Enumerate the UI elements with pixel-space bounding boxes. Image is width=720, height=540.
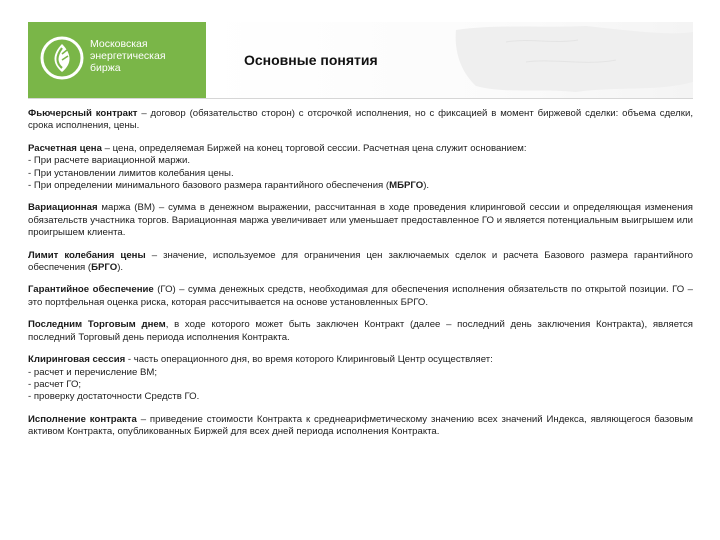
term-guarantee: Гарантийное обеспечение [28,284,154,296]
clearing-item-1: - расчет и перечисление ВМ; [28,366,158,378]
term-futures: Фьючерсный контракт [28,108,138,119]
settlement-item-3-tail: ). [423,180,430,192]
term-limit: Лимит колебания цены [28,249,146,261]
definition-settlement [28,143,693,193]
leaf-drop-logo-icon [40,36,84,80]
definition-clearing [28,354,693,404]
term-clearing: Клиринговая сессия [28,354,126,366]
settlement-item-3 [28,180,693,192]
logo-line-1: Московская [90,38,148,50]
settlement-item-3-text: - При определении минимального базового размера гарантийного обеспечения ( [28,180,390,192]
definition-execution [28,414,693,439]
term-variation: Вариационная [28,202,98,214]
abbr-brgo: БРГО [91,262,118,274]
definition-execution-text: – приведение стоимости Контракта к среднеарифметическому значению всех значений Индекса, являющегося базовым активом Контракта, опубликованных Биржей для всех дней периода исполнения Контракта. [28,413,693,438]
definition-variation [28,202,693,239]
definition-limit-text: – значение, используемое для ограничения цен заключаемых сделок и расчета Базового размера гарантийного обеспечения ( [28,249,693,274]
page-title: Основные понятия [244,52,378,68]
definition-settlement-text: – цена, определяемая Биржей на конец торговой сессии. Расчетная цена служит основанием: [101,142,527,154]
definition-last-day [28,319,693,344]
abbr-mbrgo: МБРГО [389,180,424,192]
definition-clearing-text: - часть операционного дня, во время которого Клиринговый Центр осуществляет: [125,354,493,366]
term-settlement: Расчетная цена [28,142,102,154]
definition-limit [28,250,693,275]
logo-block [28,22,206,98]
term-execution: Исполнение контракта [28,413,137,425]
definition-futures [28,108,693,133]
definition-variation-text: маржа (ВМ) – сумма в денежном выражении, рассчитанная в ходе проведения клиринговой сессии и определяющая изменения обязательств участника торгов. Вариационная маржа увеличивает или уменьшает предоставленное ГО и является потенциальным выигрышем или проигрышем клиента. [28,202,693,239]
definition-limit-tail: ). [117,262,124,274]
logo-text [90,38,202,74]
definition-futures-text: – договор (обязательство сторон) с отсрочкой исполнения, но с фиксацией в момент биржевой сделки: объема сделки, срока исполнения, цены. [28,108,693,132]
definition-guarantee [28,284,693,309]
logo-line-2: энергетическая [90,50,166,62]
settlement-item-1: - При расчете вариационной маржи. [28,155,190,167]
term-last-day: Последним Торговым днем [28,319,166,331]
definition-guarantee-text: (ГО) – сумма денежных средств, необходимая для обеспечения исполнения обязательств по открытой позиции. ГО – это портфельная оценка риска, которая рассчитывается на основе установленных БРГО. [28,284,693,308]
definition-last-day-text: , в ходе которого может быть заключен Контракт (далее – последний день заключения Контракта), является последний Торговый день периода исполнения Контракта. [28,319,693,343]
clearing-item-3: - проверку достаточности Средств ГО. [28,391,200,403]
logo-line-3: биржа [90,62,121,74]
clearing-item-2: - расчет ГО; [28,378,82,390]
settlement-item-2: - При установлении лимитов колебания цены. [28,167,234,179]
slide-header [28,22,693,99]
definitions-body [28,108,693,449]
